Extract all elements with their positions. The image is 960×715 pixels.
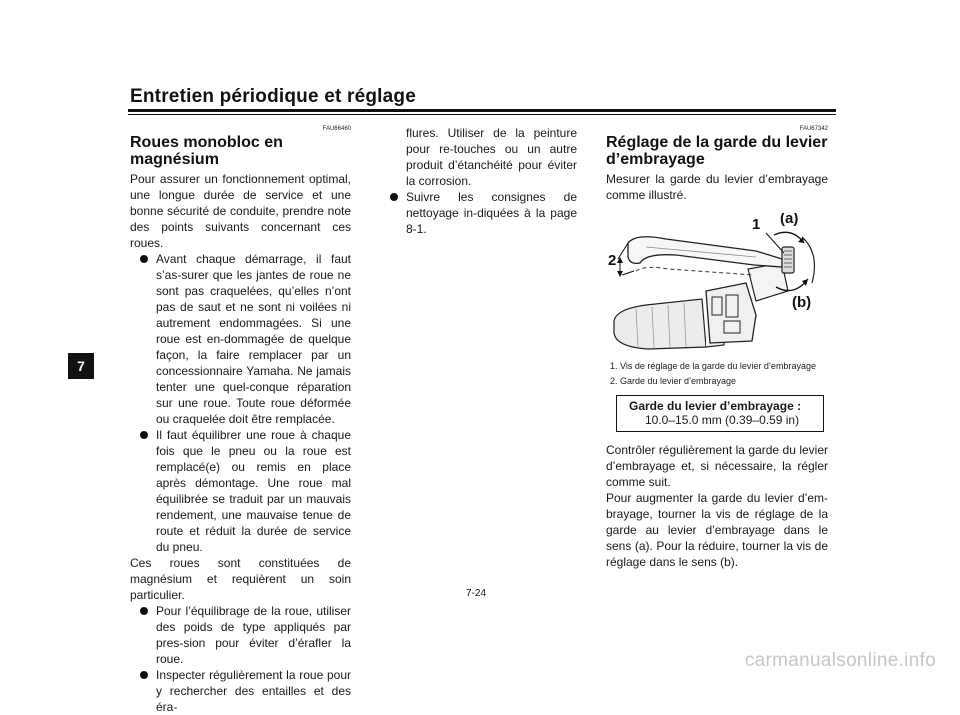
- bullet-icon: [390, 193, 398, 201]
- body-paragraph: Pour augmenter la garde du levier d’em-brayage, tourner la vis de réglage de la garde au levier d’embrayage dans le sens (a). Pour la réduire, tourner la vis de réglage dans le sens (b).: [606, 491, 828, 569]
- section-code: FAU67342: [799, 126, 828, 132]
- right-column: [606, 125, 828, 570]
- section-heading: Réglage de la garde du levier d’embrayage: [606, 134, 828, 168]
- figure-label-1: 1: [752, 216, 761, 233]
- bullet-icon: [140, 607, 148, 615]
- list-item-text: Pour l’équilibrage de la roue, utiliser des poids de type appliqués par pres-sion pour éviter d’érafler la roue.: [156, 604, 351, 666]
- figure-label-2: 2: [608, 252, 617, 269]
- section-heading: Roues monobloc en magnésium: [130, 134, 283, 168]
- list-item-text: Suivre les consignes de nettoyage in-diquées à la page 8-1.: [406, 190, 577, 236]
- list-item-text: Avant chaque démarrage, il faut s’as-surer que les jantes de roue ne sont pas craquelées, qu’elles n’ont pas de saut et ne sont ni voilées ni autrement endommagées. Si une roue est en-dommagée de quelque façon, la faire remplacer par un concessionnaire Yamaha. Ne jamais tenter une quel-conque réparation sur une roue. Toute roue déformée ou craquelée doit être remplacée.: [156, 252, 351, 426]
- caption-item: [606, 376, 828, 387]
- list-item-text: flures. Utiliser de la peinture pour re-touches ou un autre produit d’étanchéité pour éviter la corrosion.: [406, 126, 577, 188]
- caption-number: 1.: [610, 361, 618, 371]
- caption-number: 2.: [610, 376, 618, 386]
- body-paragraph: Ces roues sont constituées de magnésium et requièrent un soin particulier.: [130, 556, 351, 602]
- caption-text: Garde du levier d’embrayage: [620, 376, 737, 386]
- clutch-lever-figure: [606, 213, 828, 353]
- list-item: [130, 667, 351, 715]
- list-item: [130, 603, 351, 667]
- figure-label-b: (b): [792, 294, 812, 311]
- caption-text: Vis de réglage de la garde du levier d’embrayage: [620, 361, 816, 371]
- page-number: 7-24: [466, 588, 487, 599]
- spec-box: [616, 395, 824, 432]
- spec-label: Garde du levier d’embrayage :: [629, 399, 802, 413]
- figure-label-a: (a): [780, 213, 799, 227]
- header-rule-thin: [128, 114, 836, 115]
- clutch-lever-illustration: [606, 213, 828, 353]
- watermark: carmanualsonline.info: [744, 650, 936, 671]
- body-paragraph: Contrôler régulièrement la garde du levier d’embrayage et, si nécessaire, la régler comme suit.: [606, 443, 828, 489]
- intro-paragraph: Mesurer la garde du levier d’embrayage comme illustré.: [606, 172, 828, 202]
- list-item: [130, 427, 351, 555]
- list-item-text: Inspecter régulièrement la roue pour y rechercher des entailles et des éra-: [156, 668, 351, 714]
- page-header-title: Entretien périodique et réglage: [130, 86, 416, 107]
- list-item-text: Il faut équilibrer une roue à chaque fois que le pneu ou la roue est remplacé(e) ou remis en place après démontage. Une roue mal équilibrée se traduit par un mauvais rendement, une mauvaise tenue de route et réduit la durée de service du pneu.: [156, 428, 351, 554]
- caption-item: [606, 361, 828, 372]
- bullet-icon: [140, 255, 148, 263]
- list-item-continuation: [380, 125, 577, 189]
- intro-paragraph: Pour assurer un fonctionnement optimal, une longue durée de service et une bonne sécurité de conduite, prendre note des points suivants concernant ces roues.: [130, 172, 351, 250]
- section-code: FAU66460: [322, 126, 351, 132]
- list-item: [130, 251, 351, 427]
- bullet-icon: [140, 671, 148, 679]
- left-column: [130, 125, 351, 715]
- chapter-tab: 7: [68, 353, 94, 379]
- list-item: [380, 189, 577, 237]
- spec-value: 10.0–15.0 mm (0.39–0.59 in): [645, 413, 800, 427]
- figure-captions: [606, 361, 828, 387]
- bullet-icon: [140, 431, 148, 439]
- header-rule-thick: [128, 109, 836, 112]
- middle-column: [380, 125, 577, 237]
